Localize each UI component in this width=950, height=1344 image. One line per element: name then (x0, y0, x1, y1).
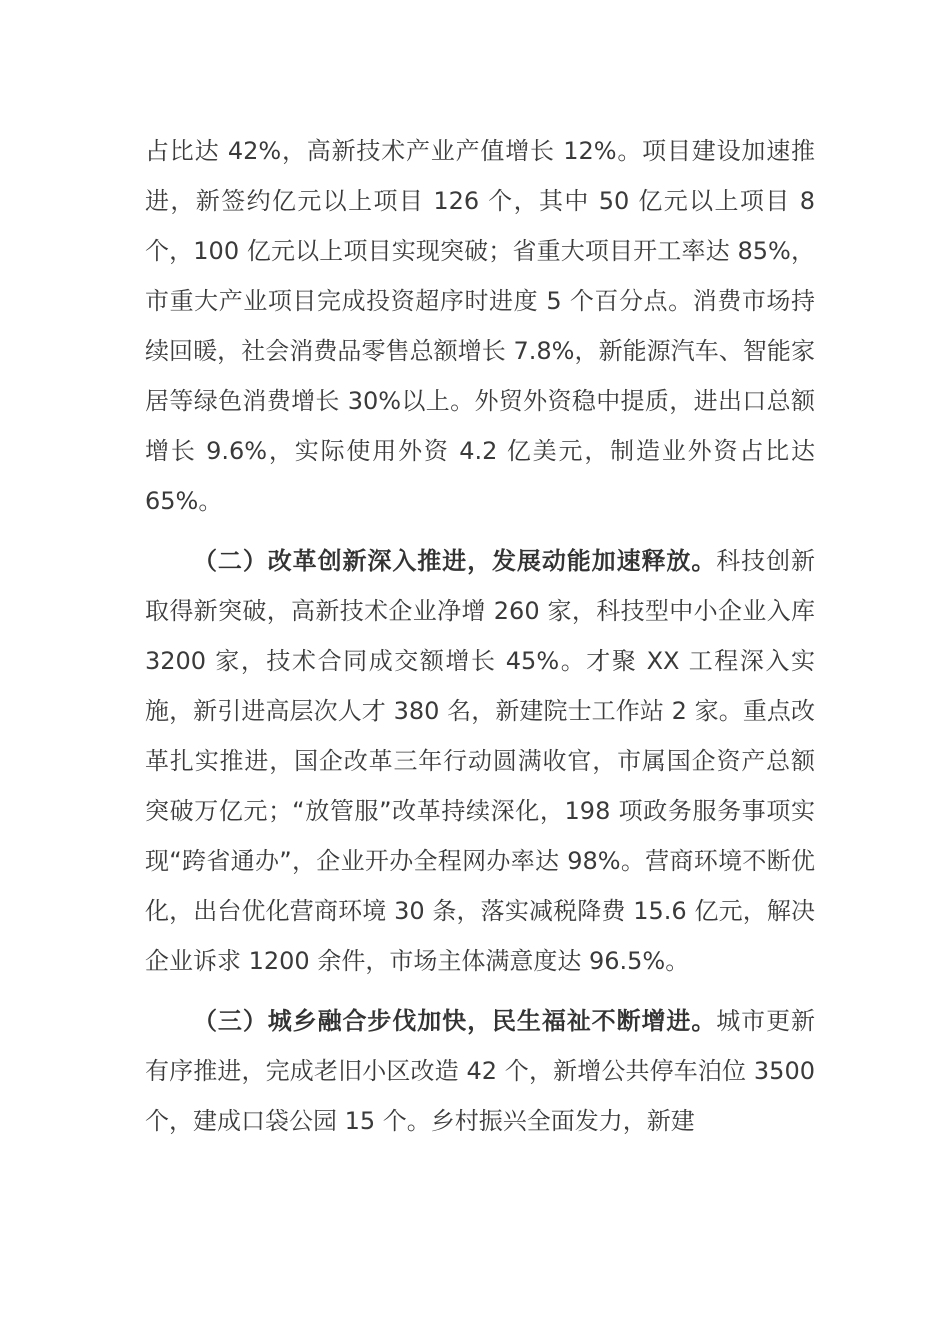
paragraph-text: 科技创新取得新突破，高新技术企业净增 260 家，科技型中小企业入库 3200 家，技术合同成交额增长 45%。才聚 XX 工程深入实施，新引进高层次人才 380 名，新建院士工作站 2 家。重点改革扎实推进，国企改革三年行动圆满收官，市属国企资产总额突破万亿元；“放管服”改革持续深化，198 项政务服务事项实现“跨省通办”，企业开办全程网办率达 98%。营商环境不断优化，出台优化营商环境 30 条，落实减税降费 15.6 亿元，解决企业诉求 1200 余件，市场主体满意度达 96.5%。 (145, 547, 815, 975)
paragraph-economy-continued (145, 126, 815, 526)
paragraph-urban-rural (145, 996, 815, 1146)
document-body (145, 126, 815, 1156)
paragraph-text: 占比达 42%，高新技术产业产值增长 12%。项目建设加速推进，新签约亿元以上项目 126 个，其中 50 亿元以上项目 8 个，100 亿元以上项目实现突破；省重大项目开工率达 85%，市重大产业项目完成投资超序时进度 5 个百分点。消费市场持续回暖，社会消费品零售总额增长 7.8%，新能源汽车、智能家居等绿色消费增长 30%以上。外贸外资稳中提质，进出口总额增长 9.6%，实际使用外资 4.2 亿美元，制造业外资占比达 65%。 (145, 137, 815, 515)
section-heading-reform: （二）改革创新深入推进，发展动能加速释放。 (193, 547, 717, 575)
section-heading-urban-rural: （三）城乡融合步伐加快，民生福祉不断增进。 (193, 1007, 717, 1035)
paragraph-text: 城市更新有序推进，完成老旧小区改造 42 个，新增公共停车泊位 3500 个，建成口袋公园 15 个。乡村振兴全面发力，新建 (145, 1007, 815, 1135)
paragraph-reform-innovation (145, 536, 815, 986)
